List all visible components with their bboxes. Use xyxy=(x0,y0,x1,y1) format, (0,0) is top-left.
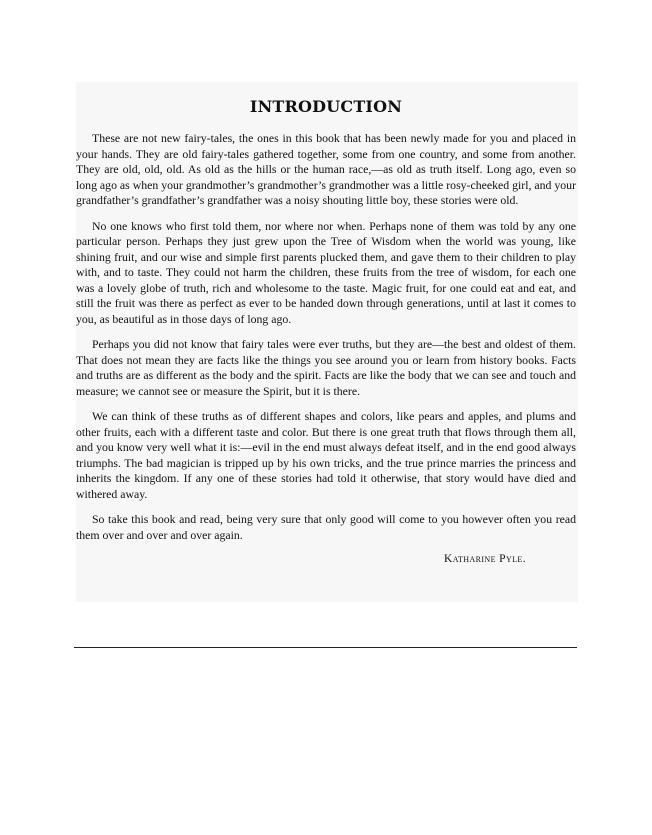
introduction-paragraph-2: No one knows who first told them, nor where nor when. Perhaps none of them was told by any one particular person. Perhaps they just grew upon the Tree of Wisdom when the world was young, like shining fruit, and our wise and simple first parents plucked them, and gave them to their children to play with, and to taste. They could not harm the children, these fruits from the tree of wisdom, for each one was a lovely globe of truth, rich and wholesome to the taste. Magic fruit, for one could eat and eat, and still the fruit was there as perfect as ever to be handed down through generations, until at last it comes to you, as beautiful as in those days of long ago. xyxy=(76,218,576,326)
introduction-content xyxy=(76,95,576,565)
author-signature: Katharine Pyle. xyxy=(444,553,526,565)
introduction-paragraph-5: So take this book and read, being very sure that only good will come to you however often you read them over and over and over again. xyxy=(76,512,576,542)
introduction-paragraph-4: We can think of these truths as of different shapes and colors, like pears and apples, and plums and other fruits, each with a different taste and color. But there is one great truth that flows through them all, and you know very well what it is:—evil in the end must always defeat itself, and in the end good always triumphs. The bad magician is tripped up by his own tricks, and the true prince marries the princess and inherits the kingdom. If any one of these stories had told it otherwise, that story would have died and withered away. xyxy=(76,409,576,501)
page-title: INTRODUCTION xyxy=(249,97,403,116)
introduction-paragraph-1: These are not new fairy-tales, the ones in this book that has been newly made for you and placed in your hands. They are old fairy-tales gathered together, some from one country, and some from another. They are old, old, old. As old as the hills or the human race,—as old as truth itself. Long ago, even so long ago as when your grandmother’s grandmother’s grandmother was a little rosy-cheeked girl, and your grandfather’s grandfather’s grandfather was a noisy shouting little boy, these stories were old. xyxy=(76,131,576,207)
section-divider xyxy=(74,647,577,648)
introduction-paragraph-3: Perhaps you did not know that fairy tales were ever truths, but they are—the best and oldest of them. That does not mean they are facts like the things you see around you or learn from history books. Facts and truths are as different as the body and the spirit. Facts are like the body that we can see and touch and measure; we cannot see or measure the Spirit, but it is there. xyxy=(76,337,576,398)
